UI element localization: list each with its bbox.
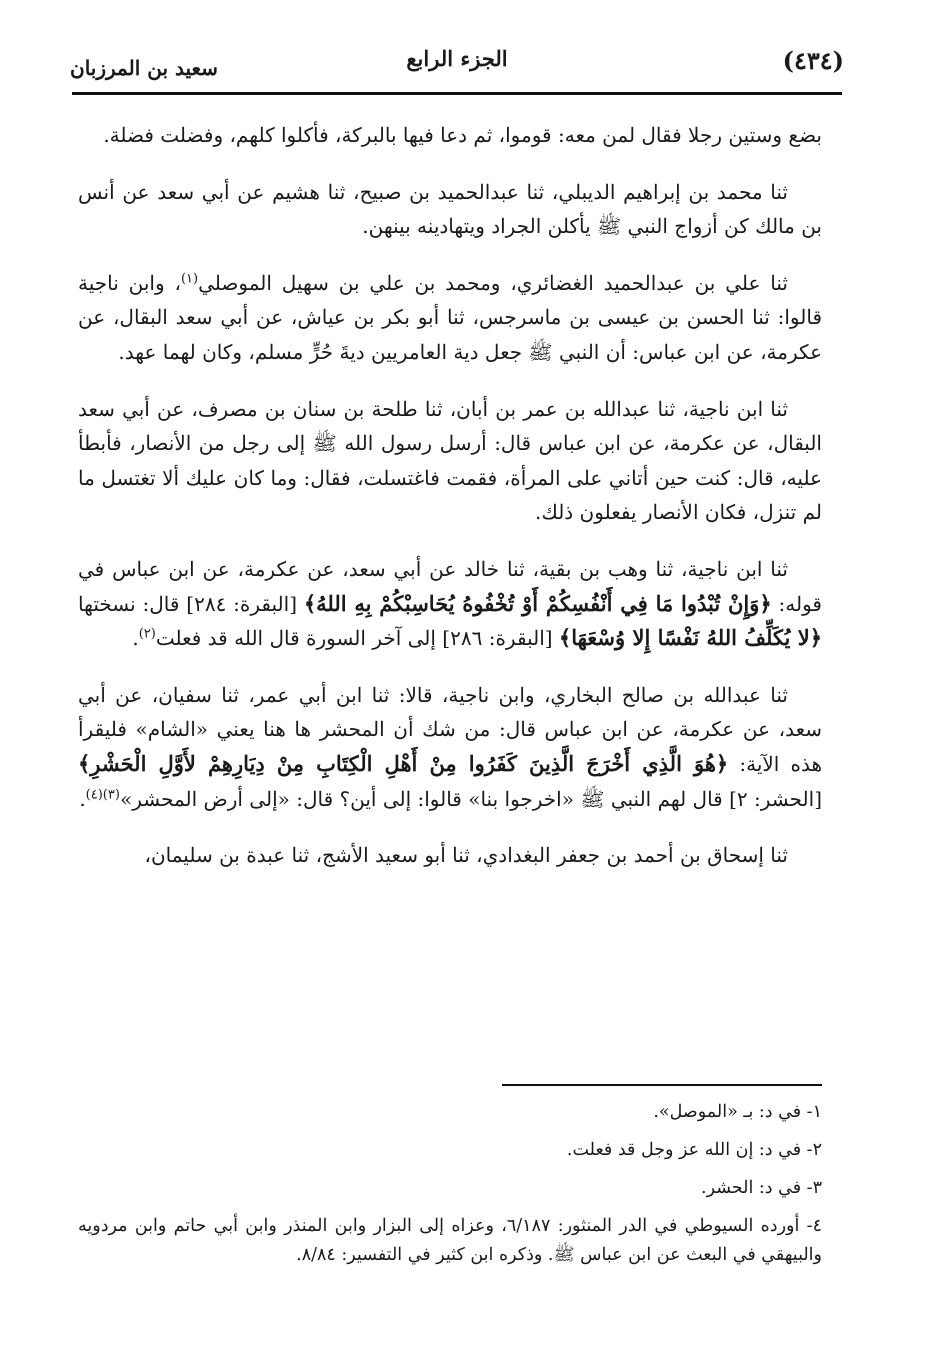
paragraph-text: ثنا عبدالله بن صالح البخاري، وابن ناجية، قالا: ثنا ابن أبي عمر، ثنا سفيان، عن أبي سعد، عن عكرمة، عن ابن عباس قال: من شك أن المحشر ها هنا يعني «الشام» فليقرأ هذه الآية: — [78, 682, 823, 776]
paragraph — [78, 175, 822, 244]
footnote: ٣- في د: الحشر. — [701, 1178, 822, 1198]
paragraph-text: ثنا محمد بن إبراهيم الديبلي، ثنا عبدالحميد بن صبيح، ثنا هشيم عن أبي سعد عن أنس بن مالك كن أزواج النبي ﷺ يأكلن الجراد ويتهادينه بينهن. — [78, 179, 822, 239]
paragraph — [78, 552, 822, 656]
paragraph-text: . — [132, 626, 139, 651]
paragraph-text: ثنا ابن ناجية، ثنا عبدالله بن عمر بن أبان، ثنا طلحة بن سنان بن مصرف، عن أبي سعد البقال، عن عكرمة، عن ابن عباس قال: أرسل رسول الله ﷺ إلى رجل من الأنصار، فأبطأ عليه، قال: كنت حين أتاني على المرأة، فقمت فاغتسلت، فقال: وما كان عليك ألا تغتسل ما لم تنزل، فكان الأنصار يفعلون ذلك. — [78, 396, 822, 525]
header-divider — [72, 92, 842, 95]
page-number: (٤٣٤) — [782, 46, 844, 75]
paragraph-text: [البقرة: ٢٨٤] قال: نسختها — [78, 591, 304, 616]
paragraph — [78, 678, 822, 816]
paragraph — [78, 266, 822, 370]
quran-verse: ﴿وَإِنْ تُبْدُوا مَا فِي أَنْفُسِكُمْ أَوْ تُخْفُوهُ يُحَاسِبْكُمْ بِهِ اللهُ﴾ — [303, 590, 772, 616]
book-part-title: الجزء الرابع — [406, 46, 508, 71]
paragraph — [78, 118, 822, 153]
footnotes — [78, 1098, 822, 1279]
paragraph-text: ثنا ابن ناجية، ثنا وهب بن بقية، ثنا خالد عن أبي سعد، عن عكرمة، عن ابن عباس في قوله: — [78, 556, 822, 616]
page-header — [70, 42, 844, 92]
footnote-reference[interactable]: (١) — [180, 271, 199, 287]
paragraph-text: [البقرة: ٢٨٦] إلى آخر السورة قال الله قد فعلت — [155, 626, 559, 651]
paragraph-text: بضع وستين رجلا فقال لمن معه: قوموا، ثم دعا فيها بالبركة، فأكلوا كلهم، وفضلت فضلة. — [103, 123, 822, 147]
author-name: سعيد بن المرزبان — [70, 56, 218, 80]
paragraph-text: [الحشر: ٢] قال لهم النبي ﷺ «اخرجوا بنا» قالوا: إلى أين؟ قال: «إلى أرض المحشر» — [119, 786, 822, 811]
footnote: ٤- أورده السيوطي في الدر المنثور: ٦/١٨٧، وعزاه إلى البزار وابن المنذر وابن أبي حاتم وابن مردويه والبيهقي في البعث عن ابن عباس ﷺ. وذكره ابن كثير في التفسير: ٨/٨٤. — [78, 1216, 822, 1265]
main-text — [78, 118, 822, 895]
quran-verse: ﴿هُوَ الَّذِي أَخْرَجَ الَّذِينَ كَفَرُوا مِنْ أَهْلِ الْكِتَابِ مِنْ دِيَارِهِمْ لأَوَّلِ الْحَشْرِ﴾ — [78, 750, 729, 776]
paragraph-text: ثنا إسحاق بن أحمد بن جعفر البغدادي، ثنا أبو سعيد الأشج، ثنا عبدة بن سليمان، — [144, 843, 788, 868]
paragraph-text: ثنا علي بن عبدالحميد الغضائري، ومحمد بن علي بن سهيل الموصلي — [198, 270, 788, 295]
paragraph — [78, 838, 822, 873]
footnote: ٢- في د: إن الله عز وجل قد فعلت. — [566, 1140, 822, 1160]
footnote: ١- في د: بـ «الموصل». — [653, 1102, 822, 1122]
paragraph-text: ، وابن ناجية قالوا: ثنا الحسن بن عيسى بن ماسرجس، ثنا أبو بكر بن عياش، عن أبي سعد البقال، عن عكرمة، عن ابن عباس: أن النبي ﷺ جعل دية العامريين ديةَ حُرٍّ مسلم، وكان لهما عهد. — [78, 270, 822, 364]
quran-verse: ﴿لا يُكَلِّفُ اللهُ نَفْسًا إِلا وُسْعَهَا﴾ — [558, 625, 822, 651]
footnote-divider — [502, 1084, 822, 1086]
paragraph-text: . — [79, 786, 86, 811]
footnote-reference[interactable]: (٣)(٤) — [85, 786, 120, 802]
paragraph — [78, 392, 822, 530]
footnote-reference[interactable]: (٢) — [138, 626, 156, 642]
